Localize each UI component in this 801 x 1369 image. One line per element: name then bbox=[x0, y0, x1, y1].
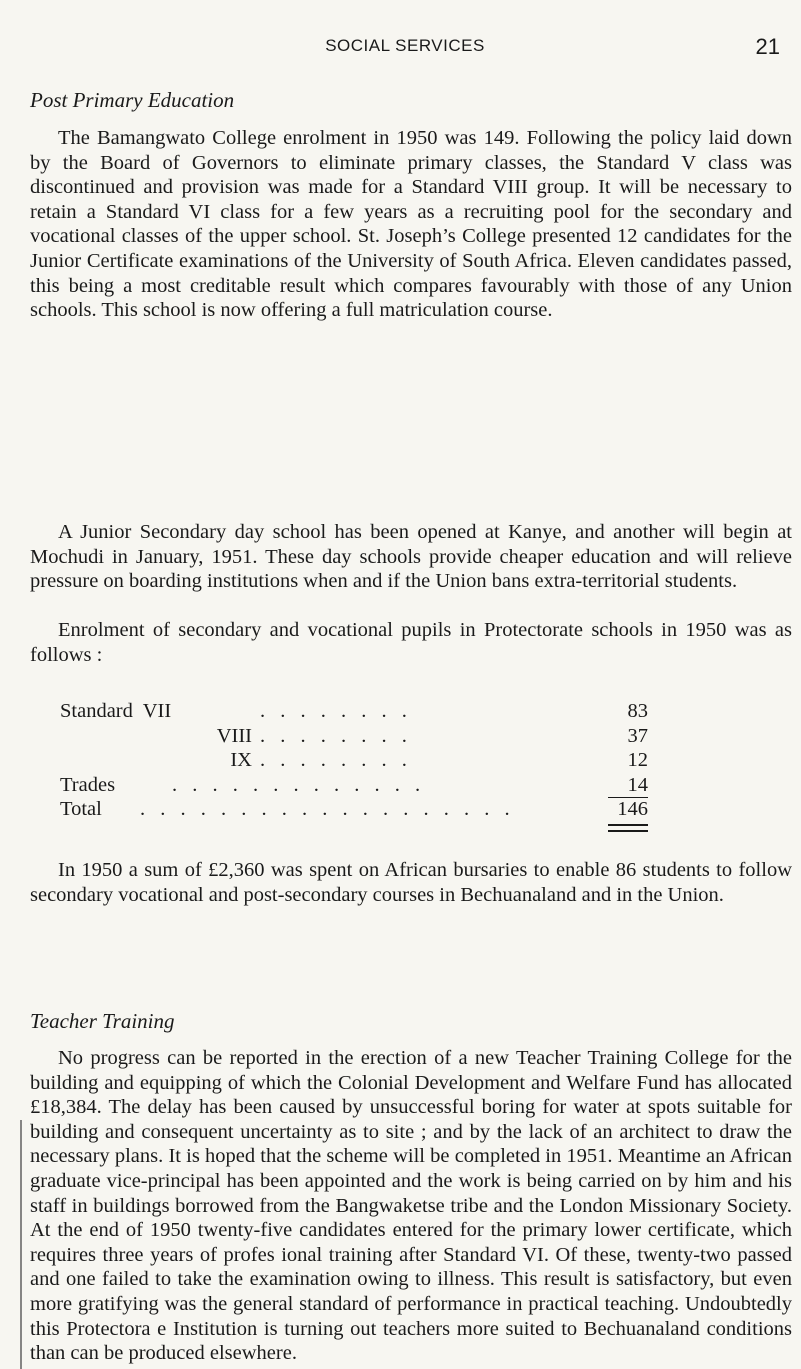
paragraph-college-enrolment: The Bamangwato College enrolment in 1950 was 149. Following the policy laid down by the Board of Governors to eliminate primary classes, the Standard V class was discontinued and provision was made for a Standard VIII group. It will be necessary to retain a Standard VI class for a few years as a recruiting pool for the secondary and vocational classes of the upper school. St. Joseph’s College presented 12 candidates for the Junior Certificate examinations of the University of South Africa. Eleven candidates passed, this being a most creditable result which compares favourably with those of any Union schools. This school is now offering a full matriculation course. bbox=[30, 127, 792, 322]
enrolment-label: VIII bbox=[216, 724, 252, 747]
page-number: 21 bbox=[755, 34, 780, 59]
running-head bbox=[20, 34, 790, 64]
enrolment-label: Total bbox=[60, 798, 102, 821]
enrolment-row bbox=[60, 724, 660, 749]
total-double-rule bbox=[608, 824, 648, 832]
leader-dots: . . . . . . . . bbox=[260, 724, 412, 747]
enrolment-value: 37 bbox=[627, 724, 648, 747]
enrolment-row bbox=[60, 699, 660, 724]
paragraph-teacher-training: No progress can be reported in the erection of a new Teacher Training College for the building and equipping of which the Colonial Development and Welfare Fund has allocated £18,384. The delay has been caused by unsuccessful boring for water at spots suitable for building and consequent uncertainty as to site ; and by the lack of an architect to draw the necessary plans. It is hoped that the scheme will be completed in 1951. Meantime an African graduate vice-principal has been appointed and the work is being carried on by him and his staff in buildings borrowed from the Bangwaketse tribe and the London Missionary Society. At the end of 1950 twenty-five candidates entered for the primary lower certificate, which requires three years of profes ional training after Standard VI. Of these, twenty-two passed and one failed to take the examination owing to illness. This result is satisfactory, but even more gratifying was the general standard of performance in practical teaching. Undoubtedly this Protectora e Institution is turning out teachers more suited to Bechuanaland conditions than can be produced elsewhere. bbox=[30, 1047, 792, 1365]
enrolment-table bbox=[60, 699, 660, 822]
leader-dots: . . . . . . . . . . . . . . . . . . . bbox=[140, 798, 515, 821]
enrolment-row-total bbox=[60, 797, 660, 822]
leader-dots: . . . . . . . . . . . . . bbox=[172, 773, 426, 796]
leader-dots: . . . . . . . . bbox=[260, 700, 412, 722]
document-page bbox=[20, 0, 790, 1369]
section-heading-post-primary: Post Primary Education bbox=[30, 88, 235, 112]
enrolment-total-value: 146 bbox=[617, 798, 648, 821]
paragraph-enrolment-intro: Enrolment of secondary and vocational pupils in Protectorate schools in 1950 was as follows : bbox=[30, 619, 792, 666]
enrolment-value: 14 bbox=[608, 773, 648, 799]
section-heading-teacher-training: Teacher Training bbox=[30, 1009, 175, 1033]
running-title: SOCIAL SERVICES bbox=[325, 36, 485, 55]
enrolment-value: 12 bbox=[627, 749, 648, 772]
enrolment-row bbox=[60, 773, 660, 798]
paragraph-bursaries: In 1950 a sum of £2,360 was spent on African bursaries to enable 86 students to follow secondary vocational and post-secondary courses in Bechuanaland and in the Union. bbox=[30, 859, 792, 906]
enrolment-label: Standard VII bbox=[60, 700, 172, 722]
enrolment-label: IX bbox=[230, 749, 252, 772]
scan-margin-line bbox=[20, 1120, 22, 1369]
leader-dots: . . . . . . . . bbox=[260, 749, 412, 772]
enrolment-value: 83 bbox=[627, 700, 648, 722]
enrolment-row bbox=[60, 748, 660, 773]
paragraph-junior-secondary: A Junior Secondary day school has been opened at Kanye, and another will begin at Mochudi in January, 1951. These day schools provide cheaper education and will relieve pressure on boarding institutions when and if the Union bans extra-territorial students. bbox=[30, 521, 792, 593]
enrolment-label: Trades bbox=[60, 773, 116, 796]
